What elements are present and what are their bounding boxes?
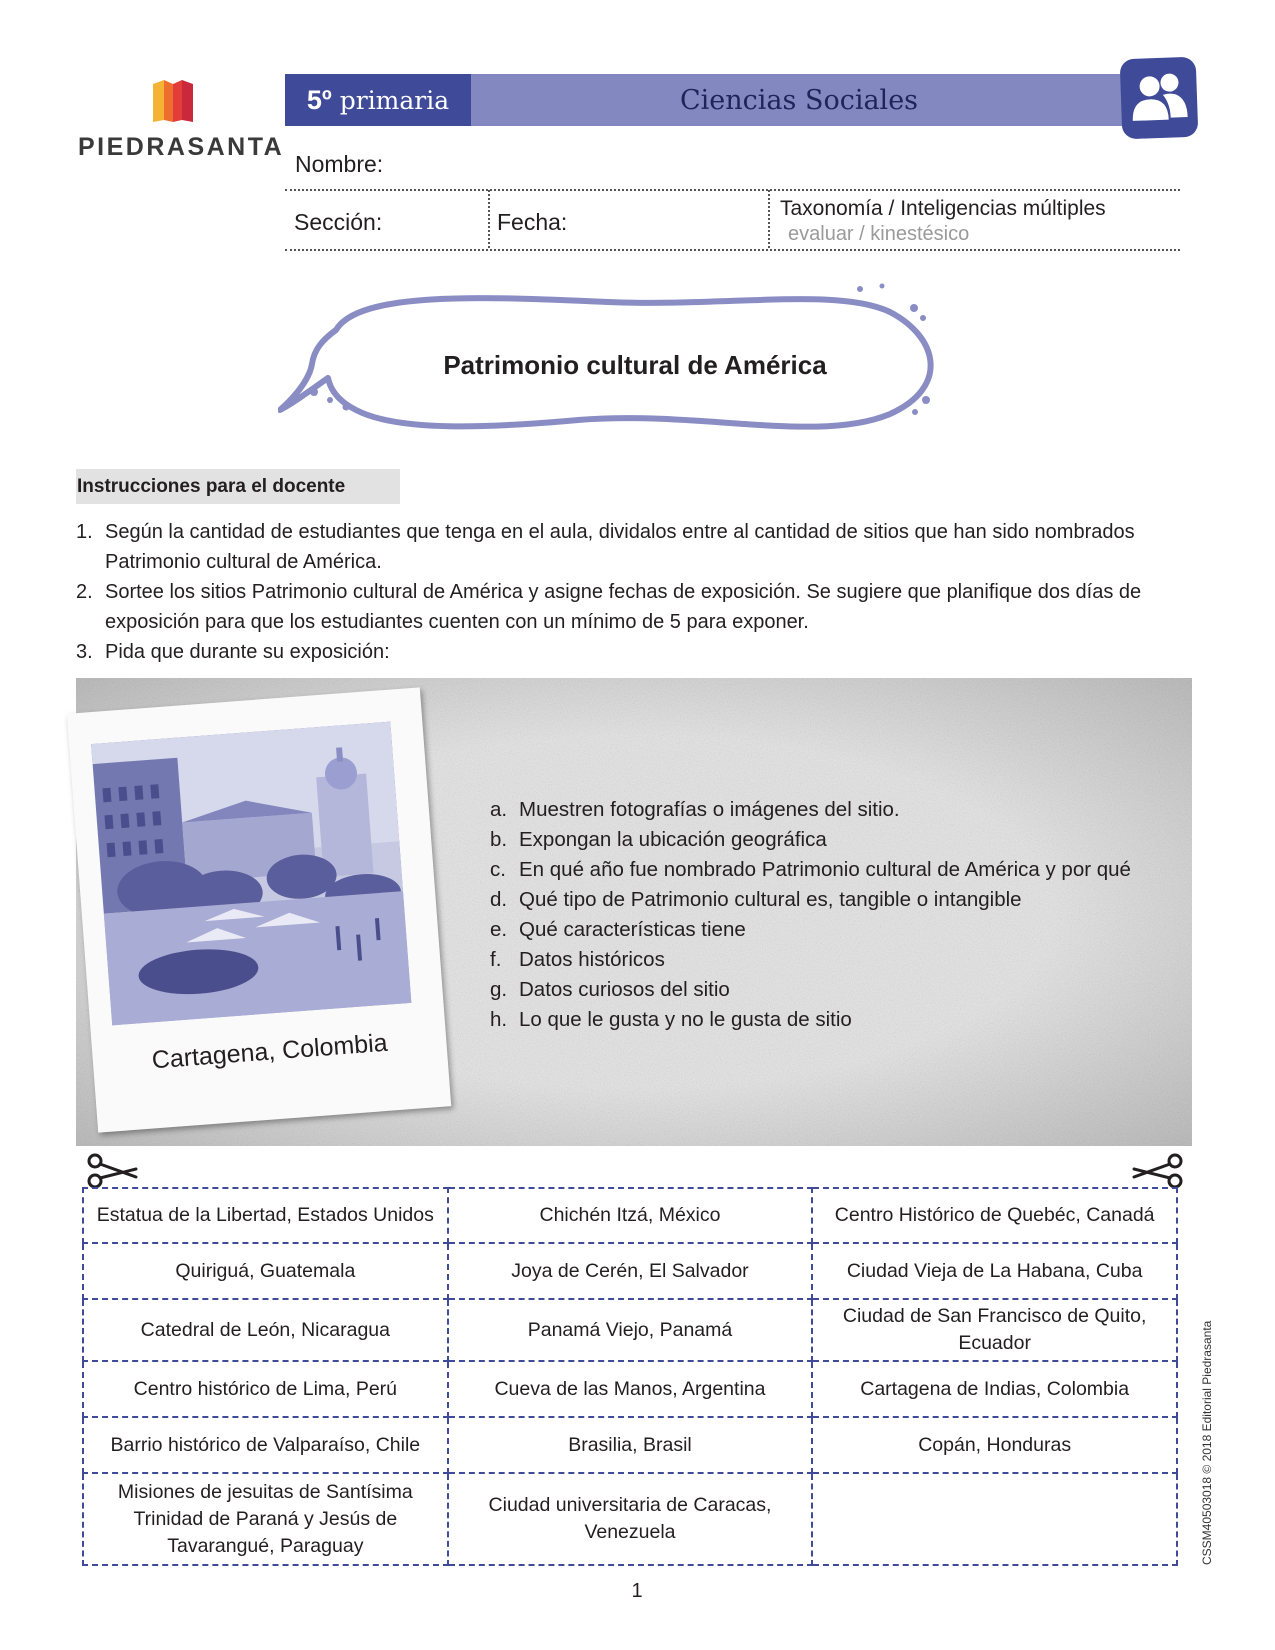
grade-number: 5º [306, 84, 332, 115]
site-cell: Ciudad universitaria de Caracas, Venezuela [448, 1473, 813, 1565]
site-cell: Chichén Itzá, México [448, 1188, 813, 1243]
list-item [490, 975, 1131, 1005]
table-row [83, 1188, 1177, 1243]
cartagena-photo [91, 722, 411, 1026]
scissors-icon [86, 1153, 138, 1189]
site-cell: Quiriguá, Guatemala [83, 1243, 448, 1299]
photo-caption: Cartagena, Colombia [150, 1028, 389, 1075]
site-cell: Cartagena de Indias, Colombia [812, 1361, 1177, 1417]
site-cell: Ciudad de San Francisco de Quito, Ecuador [812, 1299, 1177, 1361]
heritage-sites-table [82, 1187, 1178, 1566]
subject-title: Ciencias Sociales [680, 84, 919, 116]
table-row [83, 1361, 1177, 1417]
grade-tab [285, 74, 471, 126]
name-label: Nombre: [295, 151, 384, 177]
site-cell: Cueva de las Manos, Argentina [448, 1361, 813, 1417]
date-label: Fecha: [497, 209, 568, 235]
site-cell: Copán, Honduras [812, 1417, 1177, 1473]
list-item [76, 517, 1186, 577]
list-item [490, 1005, 1131, 1035]
name-line [285, 189, 1180, 191]
table-row [83, 1417, 1177, 1473]
list-item [490, 855, 1131, 885]
item-text: Lo que le gusta y no le gusta de sitio [519, 1008, 852, 1031]
page-number: 1 [631, 1580, 643, 1602]
list-item [490, 885, 1131, 915]
exposition-points-list [490, 795, 1131, 1035]
table-row [83, 1473, 1177, 1565]
item-letter: e. [490, 918, 508, 941]
item-text: Datos curiosos del sitio [519, 978, 730, 1001]
item-text: Sortee los sitios Patrimonio cultural de América y asigne fechas de exposición. Se sugiere que planifique dos días de exposición para que los estudiantes cuenten con un mínimo de 5 para exponer. [105, 581, 1142, 633]
page-title: Patrimonio cultural de América [443, 350, 827, 380]
list-item [490, 915, 1131, 945]
item-text: En qué año fue nombrado Patrimonio cultural de América y por qué [519, 858, 1131, 881]
field-divider [488, 190, 490, 248]
list-item [490, 945, 1131, 975]
site-cell: Misiones de jesuitas de Santísima Trinidad de Paraná y Jesús de Tavarangué, Paraguay [83, 1473, 448, 1565]
copyright-code: CSSM40503018 © 2018 Editorial Piedrasanta [1200, 1320, 1214, 1565]
site-cell: Estatua de la Libertad, Estados Unidos [83, 1188, 448, 1243]
table-row [83, 1243, 1177, 1299]
table-row [83, 1299, 1177, 1361]
item-text: Datos históricos [519, 948, 665, 971]
taxonomy-label: Taxonomía / Inteligencias múltiples [780, 197, 1106, 220]
item-letter: g. [490, 978, 508, 1001]
item-letter: c. [490, 858, 506, 881]
item-text: Pida que durante su exposición: [105, 641, 390, 663]
section-label: Sección: [294, 209, 383, 235]
photo-card [67, 687, 451, 1132]
list-item [490, 825, 1131, 855]
site-cell: Barrio histórico de Valparaíso, Chile [83, 1417, 448, 1473]
item-text: Qué tipo de Patrimonio cultural es, tangible o intangible [519, 888, 1022, 911]
item-number: 2. [76, 581, 93, 603]
fields-bottom-line [285, 249, 1180, 251]
site-cell: Ciudad Vieja de La Habana, Cuba [812, 1243, 1177, 1299]
site-cell [812, 1473, 1177, 1565]
book-logo-icon [150, 78, 196, 124]
site-cell: Panamá Viejo, Panamá [448, 1299, 813, 1361]
item-text: Muestren fotografías o imágenes del sitio. [519, 798, 900, 821]
people-icon [1128, 67, 1190, 129]
site-cell: Catedral de León, Nicaragua [83, 1299, 448, 1361]
field-divider [768, 190, 770, 248]
brand-logo [78, 78, 285, 168]
taxonomy-value: evaluar / kinestésico [788, 223, 970, 245]
item-letter: d. [490, 888, 508, 911]
item-letter: h. [490, 1008, 508, 1031]
list-item [76, 637, 1186, 667]
site-cell: Centro histórico de Lima, Perú [83, 1361, 448, 1417]
list-item [490, 795, 1131, 825]
site-cell: Centro Histórico de Quebéc, Canadá [812, 1188, 1177, 1243]
item-number: 3. [76, 641, 93, 663]
group-badge [1120, 57, 1199, 140]
item-number: 1. [76, 521, 93, 543]
site-cell: Brasilia, Brasil [448, 1417, 813, 1473]
item-text: Según la cantidad de estudiantes que tenga en el aula, dividalos entre al cantidad de sitios que han sido nombrados Patrimonio cultural de América. [105, 521, 1135, 573]
city-square-image [91, 722, 411, 1026]
item-text: Qué características tiene [519, 918, 746, 941]
brand-name: PIEDRASANTA [78, 133, 285, 161]
item-letter: a. [490, 798, 508, 821]
instructions-list [76, 517, 1186, 667]
site-cell: Joya de Cerén, El Salvador [448, 1243, 813, 1299]
item-text: Expongan la ubicación geográfica [519, 828, 827, 851]
instructions-heading: Instrucciones para el docente [76, 469, 400, 504]
grade-word: primaria [339, 85, 450, 115]
scissors-icon [1132, 1153, 1184, 1189]
item-letter: b. [490, 828, 508, 851]
item-letter: f. [490, 948, 502, 971]
list-item [76, 577, 1186, 637]
